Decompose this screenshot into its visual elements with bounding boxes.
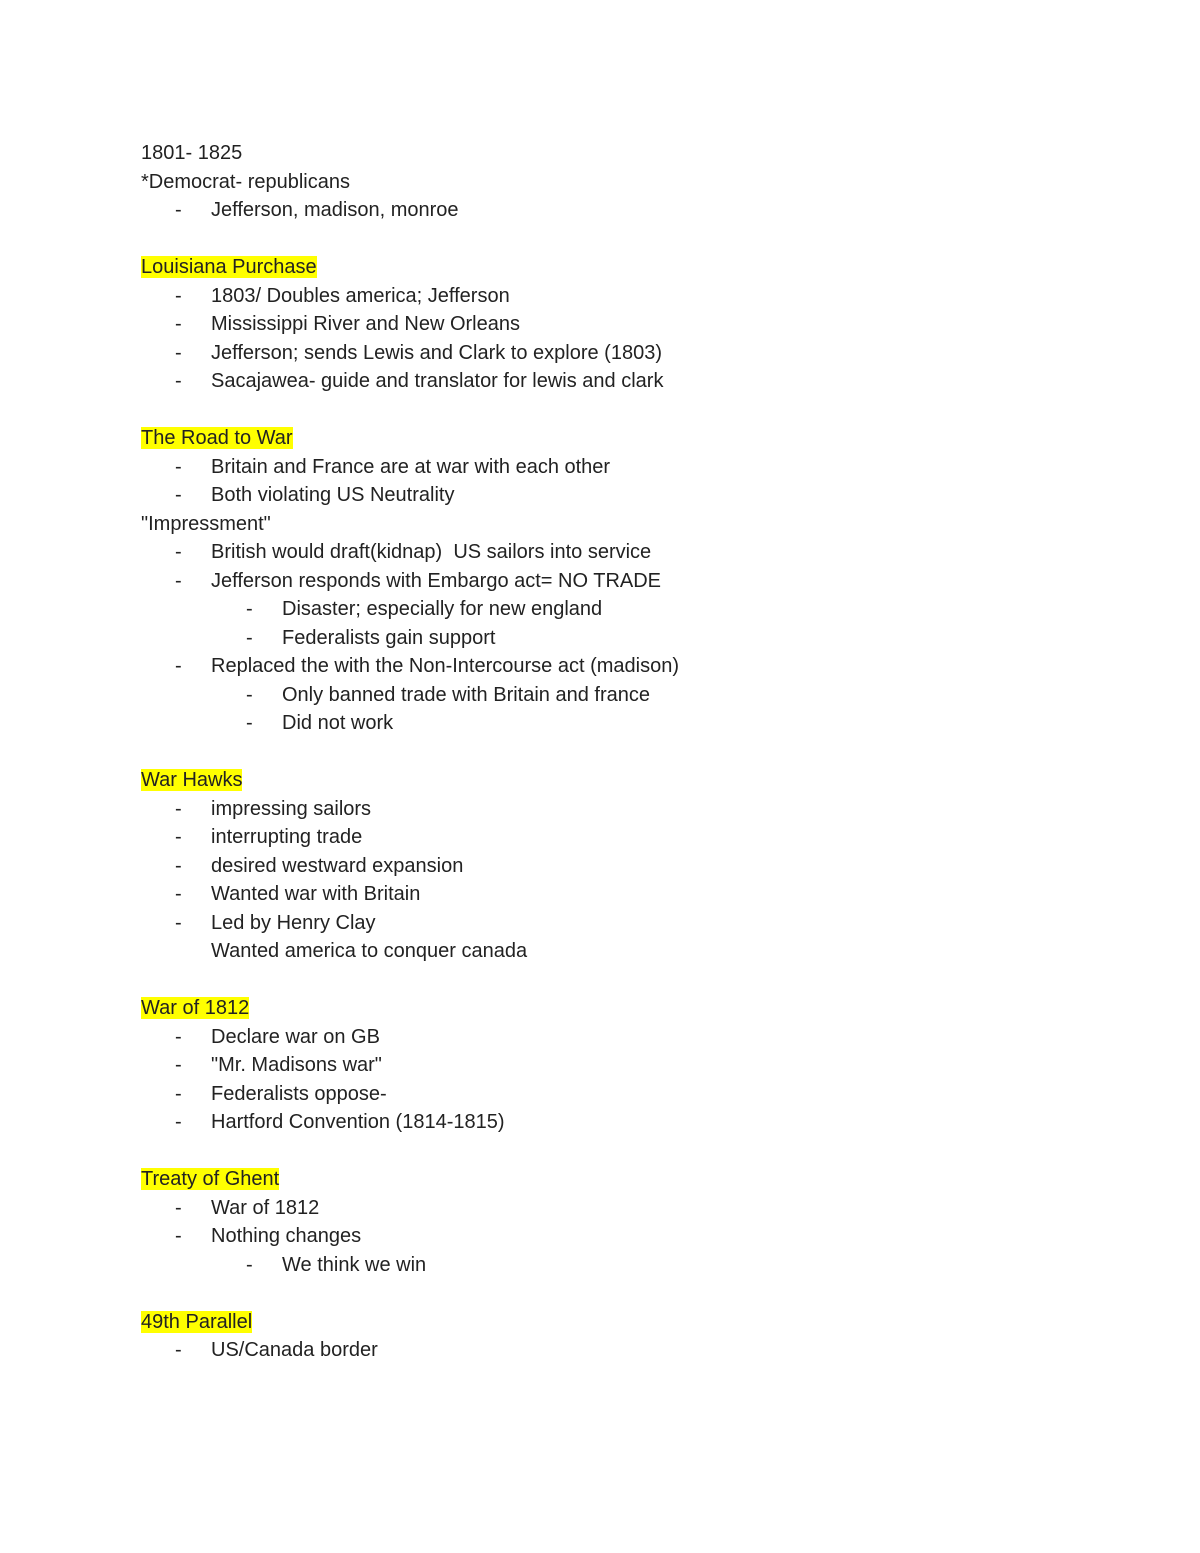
sub-list-item (141, 709, 1141, 738)
bullet-dash: - (175, 484, 182, 506)
document-page (141, 139, 1141, 1365)
list-item-text: Jefferson responds with Embargo act= NO TRADE (211, 569, 662, 592)
bullet-dash: - (175, 1025, 182, 1048)
bullet-dash: - (175, 370, 182, 392)
list-item (141, 1336, 1141, 1365)
bullet-dash: - (175, 911, 182, 934)
list-item (141, 1023, 1141, 1052)
sub-list-item-text: Federalists gain support (282, 626, 496, 649)
section-heading-war-of-1812 (141, 994, 1141, 1023)
sub-list-item-text: We think we win (282, 1253, 427, 1276)
section-heading-war-hawks (141, 766, 1141, 795)
list-item-text: impressing sailors (211, 797, 372, 820)
list-item-text: Sacajawea- guide and translator for lewis and clark (211, 370, 664, 392)
bullet-dash: - (175, 313, 182, 335)
sub-list-item (141, 595, 1141, 624)
bullet-dash: - (175, 655, 182, 677)
list-item-text: interrupting trade (211, 826, 363, 848)
list-item (141, 310, 1141, 339)
list-item-text: Led by Henry Clay (211, 911, 376, 934)
list-item-text: "Mr. Madisons war" (211, 1054, 382, 1076)
heading-text: The Road to War (141, 427, 293, 449)
bullet-dash: - (175, 1225, 182, 1247)
section-heading-louisiana (141, 253, 1141, 282)
bullet-dash: - (175, 541, 182, 563)
list-item (141, 1194, 1141, 1223)
list-item (141, 538, 1141, 567)
bullet-dash: - (175, 199, 182, 221)
list-item-text: Federalists oppose- (211, 1082, 387, 1105)
list-item-text: Both violating US Neutrality (211, 484, 455, 506)
party-line (141, 168, 1141, 197)
bullet-dash: - (175, 1054, 182, 1076)
sub-list-item (141, 681, 1141, 710)
list-item (141, 909, 1141, 938)
list-item-text: US/Canada border (211, 1339, 378, 1361)
list-item-text: Mississippi River and New Orleans (211, 313, 520, 335)
list-item (141, 1051, 1141, 1080)
heading-text: 49th Parallel (141, 1310, 253, 1333)
list-item-text: War of 1812 (211, 1196, 320, 1219)
list-item-text: Jefferson; sends Lewis and Clark to explore (1803) (211, 341, 662, 364)
bullet-dash: - (175, 826, 182, 848)
bullet-dash: - (246, 1253, 253, 1276)
list-item-text: Wanted war with Britain (211, 883, 421, 905)
list-item (141, 481, 1141, 510)
sub-list-item (141, 1251, 1141, 1280)
list-item-text: British would draft(kidnap) US sailors into service (211, 541, 652, 563)
list-item (141, 453, 1141, 482)
list-item-text: Britain and France are at war with each other (211, 455, 611, 478)
bullet-dash: - (175, 284, 182, 307)
list-item (141, 1222, 1141, 1251)
bullet-dash: - (175, 455, 182, 478)
list-item-text: Jefferson, madison, monroe (211, 199, 459, 221)
sub-list-item (141, 624, 1141, 653)
heading-text: Treaty of Ghent (141, 1168, 280, 1190)
list-item-continuation (141, 937, 1141, 966)
sub-list-item-text: Only banned trade with Britain and france (282, 683, 650, 706)
bullet-dash: - (175, 854, 182, 877)
sub-list-item-text: Did not work (282, 712, 394, 734)
list-item-text: Hartford Convention (1814-1815) (211, 1111, 505, 1133)
impressment-label (141, 510, 1141, 539)
bullet-dash: - (175, 569, 182, 592)
list-item (141, 367, 1141, 396)
list-item-text: Declare war on GB (211, 1025, 380, 1048)
bullet-dash: - (175, 1196, 182, 1219)
heading-text: War Hawks (141, 769, 243, 791)
bullet-dash: - (246, 683, 253, 706)
bullet-dash: - (175, 797, 182, 820)
sub-list-item-text: Disaster; especially for new england (282, 598, 603, 620)
list-item (141, 880, 1141, 909)
list-item (141, 339, 1141, 368)
list-item (141, 652, 1141, 681)
party-text: *Democrat- republicans (141, 170, 350, 193)
years-line (141, 139, 1141, 168)
list-item (141, 1080, 1141, 1109)
list-item (141, 1108, 1141, 1137)
bullet-dash: - (246, 598, 253, 620)
bullet-dash: - (175, 883, 182, 905)
list-item-text: desired westward expansion (211, 854, 464, 877)
list-item (141, 567, 1141, 596)
section-heading-treaty-of-ghent (141, 1165, 1141, 1194)
list-item (141, 852, 1141, 881)
section-heading-road-to-war (141, 424, 1141, 453)
bullet-dash: - (175, 1082, 182, 1105)
list-item-text: 1803/ Doubles america; Jefferson (211, 284, 510, 307)
list-item (141, 282, 1141, 311)
section-heading-49th-parallel (141, 1308, 1141, 1337)
list-item-text: Nothing changes (211, 1225, 362, 1247)
continuation-text: Wanted america to conquer canada (211, 940, 528, 962)
impressment-text: "Impressment" (141, 512, 271, 535)
years-text: 1801- 1825 (141, 142, 243, 164)
list-item (141, 196, 1141, 225)
heading-text: War of 1812 (141, 997, 250, 1019)
bullet-dash: - (175, 341, 182, 364)
list-item (141, 823, 1141, 852)
bullet-dash: - (246, 712, 253, 734)
bullet-dash: - (175, 1111, 182, 1133)
bullet-dash: - (246, 626, 253, 649)
bullet-dash: - (175, 1339, 182, 1361)
list-item (141, 795, 1141, 824)
heading-text: Louisiana Purchase (141, 256, 317, 278)
list-item-text: Replaced the with the Non-Intercourse act (madison) (211, 655, 680, 677)
